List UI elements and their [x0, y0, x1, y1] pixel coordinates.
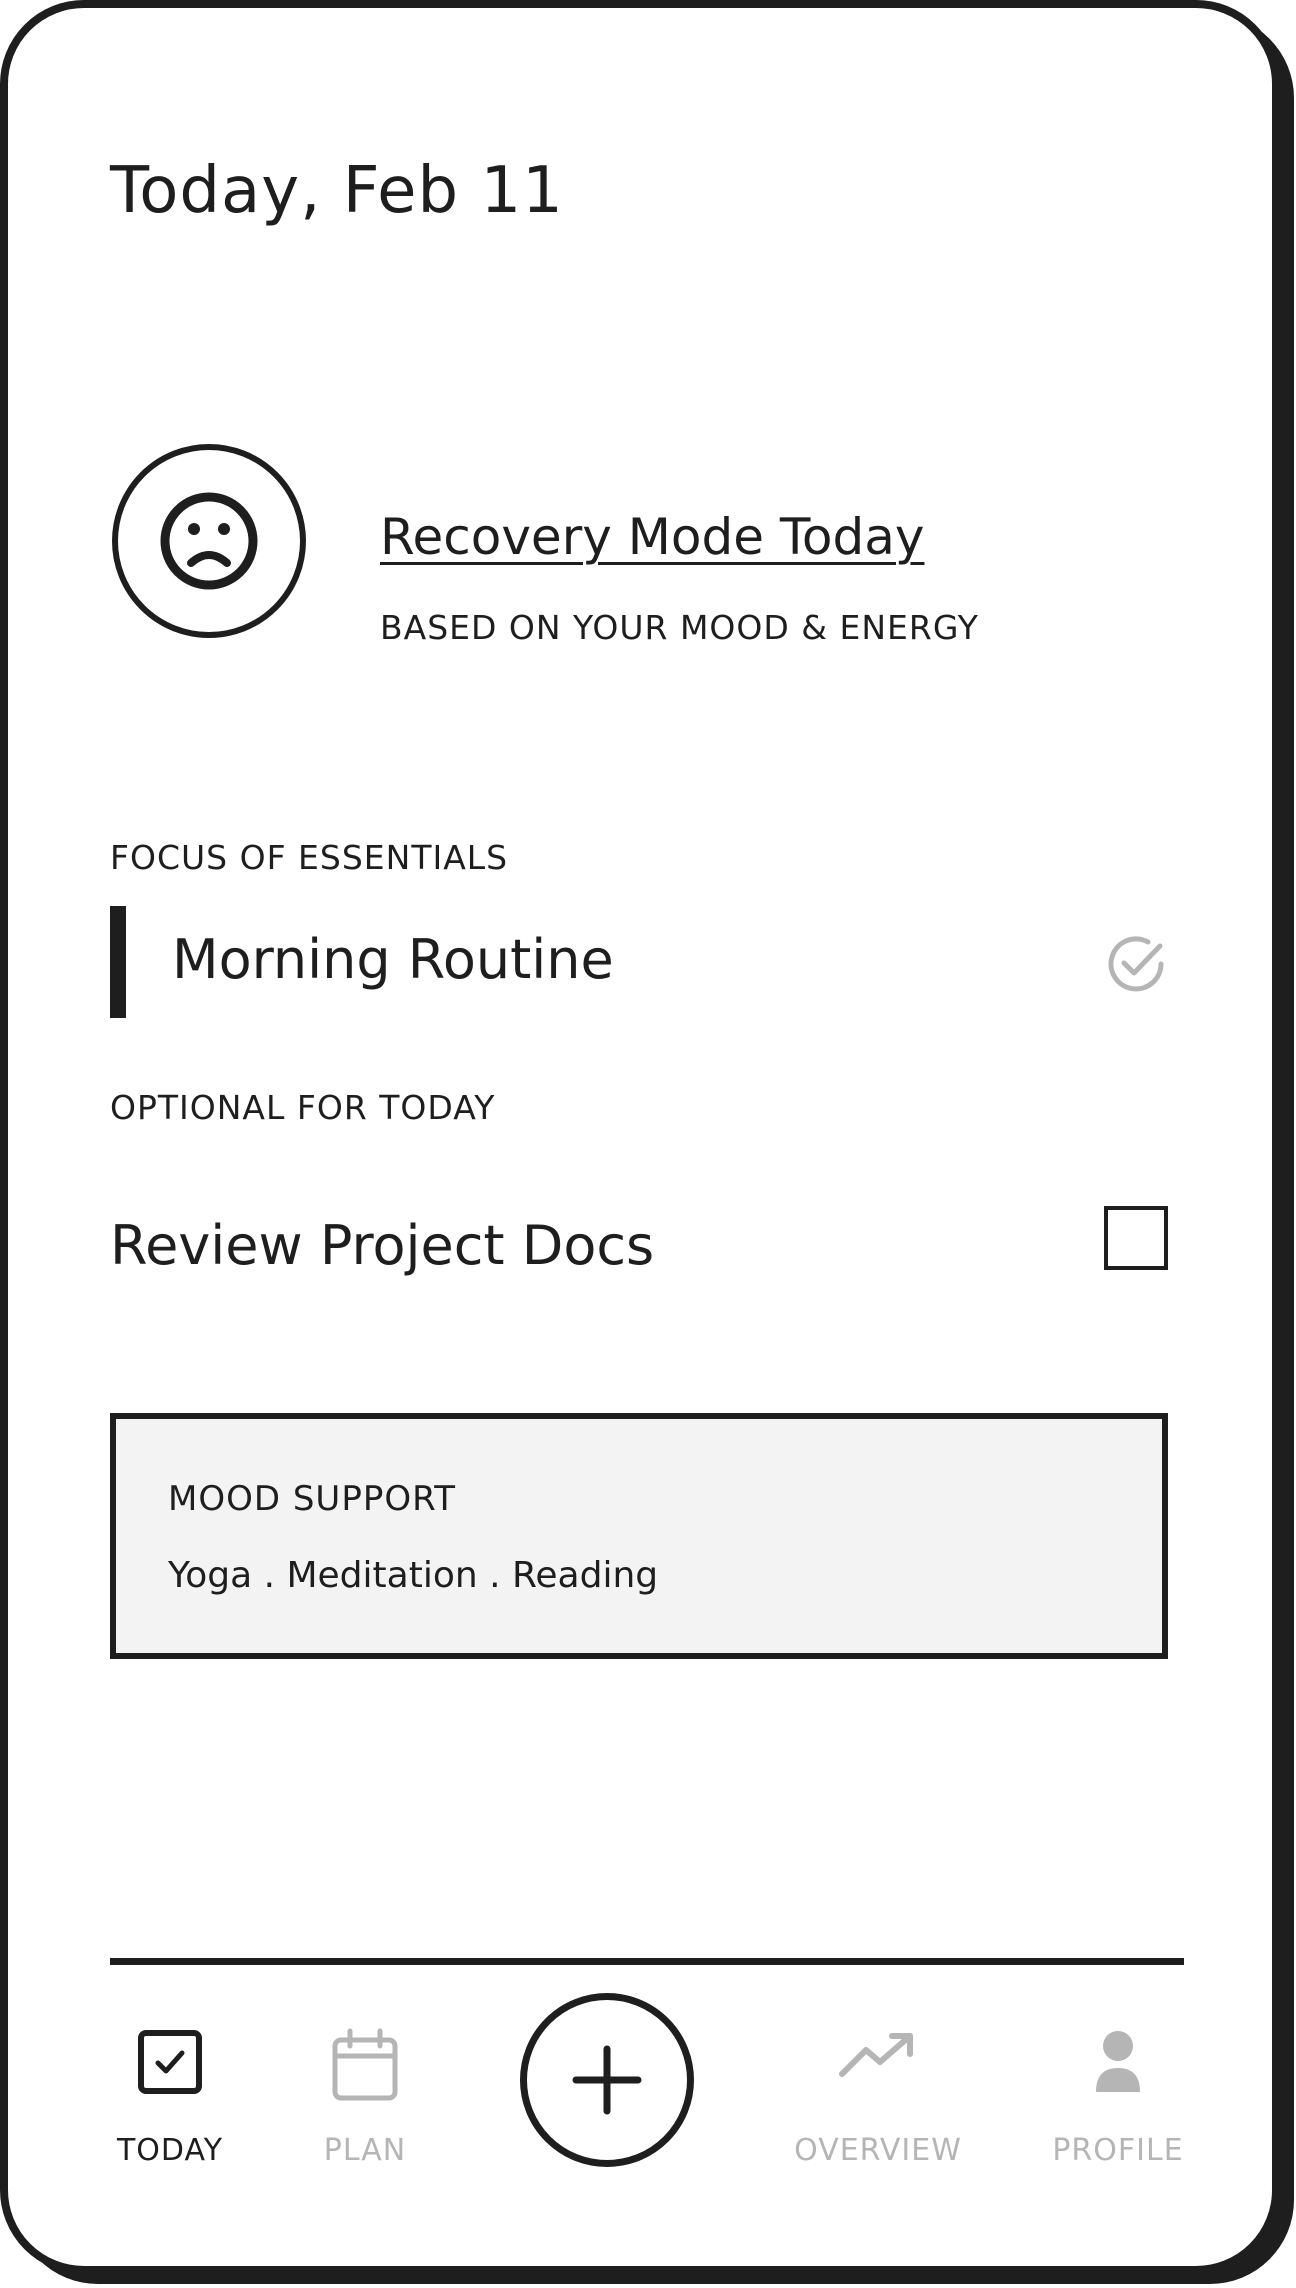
mode-subtitle: BASED ON YOUR MOOD & ENERGY [380, 608, 979, 647]
plus-icon [572, 2045, 642, 2115]
bottom-nav-divider [110, 1958, 1184, 1965]
nav-label-today: TODAY [116, 2133, 224, 2168]
focus-accent-bar [110, 906, 126, 1018]
nav-tab-overview[interactable] [778, 2028, 978, 2178]
check-circle-icon[interactable] [1104, 932, 1168, 996]
nav-tab-today[interactable] [70, 2028, 270, 2178]
mood-indicator[interactable] [112, 444, 306, 638]
optional-task-name[interactable]: Review Project Docs [110, 1214, 655, 1277]
focus-task-name[interactable]: Morning Routine [172, 928, 614, 991]
user-icon [1088, 2028, 1148, 2098]
optional-section-label: OPTIONAL FOR TODAY [110, 1088, 496, 1127]
trending-up-icon [838, 2028, 918, 2088]
focus-section-label: FOCUS OF ESSENTIALS [110, 838, 509, 877]
sad-face-icon [157, 489, 261, 593]
mood-support-items: Yoga . Meditation . Reading [168, 1555, 659, 1596]
add-button[interactable] [520, 1993, 694, 2167]
mood-support-title: MOOD SUPPORT [168, 1479, 457, 1519]
nav-label-overview: OVERVIEW [794, 2133, 962, 2168]
nav-label-plan: PLAN [323, 2133, 407, 2168]
nav-tab-profile[interactable] [1018, 2028, 1218, 2178]
mode-title[interactable]: Recovery Mode Today [380, 508, 925, 566]
nav-label-profile: PROFILE [1052, 2133, 1184, 2168]
calendar-icon [330, 2028, 400, 2104]
optional-task-checkbox[interactable] [1104, 1206, 1168, 1270]
page-title: Today, Feb 11 [110, 154, 564, 228]
nav-tab-plan[interactable] [265, 2028, 465, 2178]
checkbox-checked-icon [136, 2028, 204, 2096]
mood-support-card[interactable] [110, 1413, 1168, 1659]
